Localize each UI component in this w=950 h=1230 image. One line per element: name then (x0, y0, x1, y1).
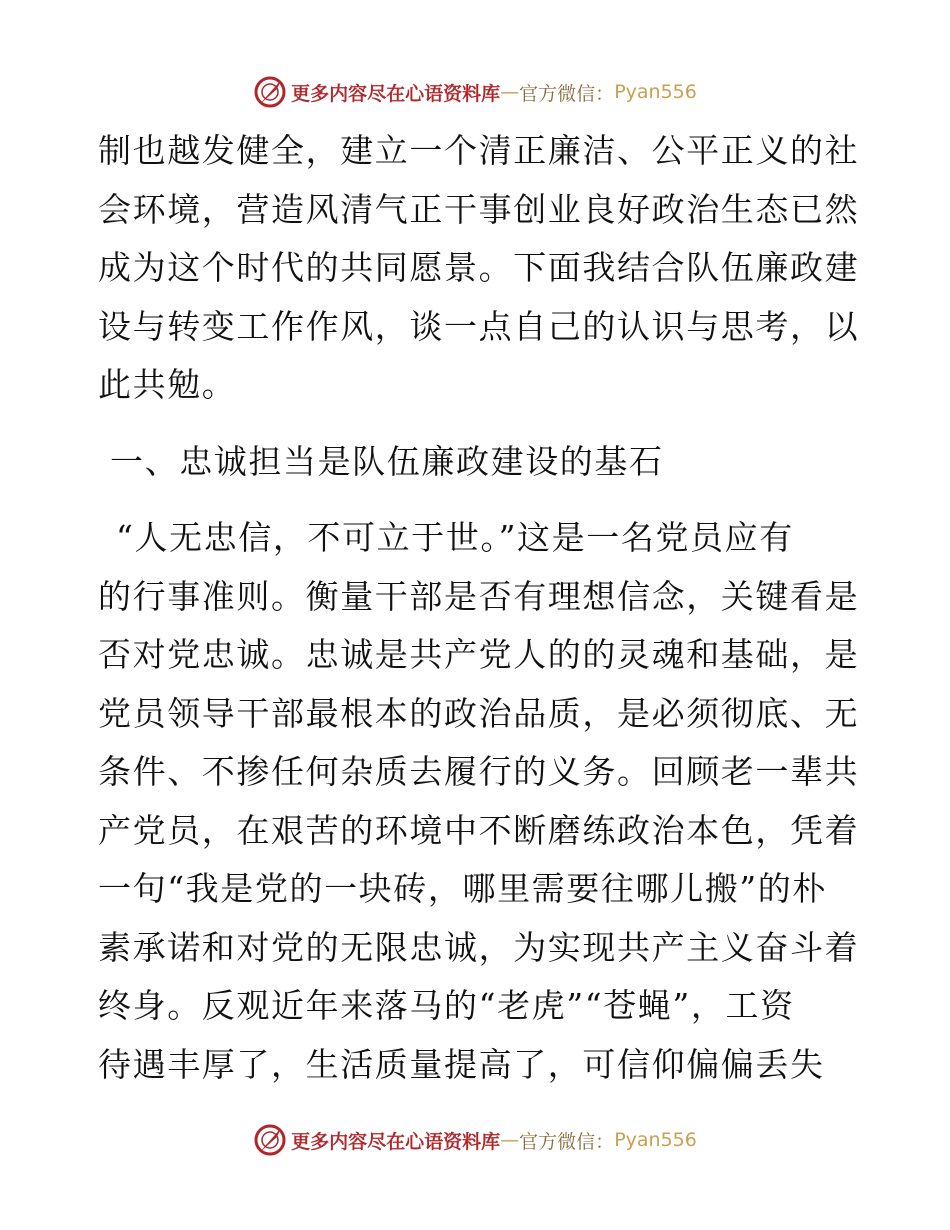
text-line: 成为这个时代的共同愿景。下面我结合队伍廉政建 (98, 248, 860, 287)
header-brand-text: 更多内容尽在心语资料库 (291, 82, 501, 105)
section-heading: 一、忠诚担当是队伍廉政建设的基石 (110, 441, 664, 481)
header-banner (0, 70, 950, 114)
quill-circle-logo-icon (253, 1123, 287, 1157)
text-line: 素承诺和对党的无限忠诚，为实现共产主义奋斗着 (98, 927, 860, 967)
header-dash: — (500, 81, 520, 103)
text-line: 制也越发健全，建立一个清正廉洁、公平正义的社 (98, 131, 860, 170)
text-line: 终身。反观近年来落马的“老虎”“苍蝇”，工资 (98, 986, 795, 1025)
text-line: 会环境，营造风清气正干事创业良好政治生态已然 (98, 189, 860, 229)
footer-dash: — (500, 1129, 520, 1151)
paragraph-1 (98, 122, 860, 415)
header-wechat-id: Pyan556 (614, 81, 697, 103)
text-line: 一句“我是党的一块砖，哪里需要往哪儿搬”的朴 (98, 869, 827, 908)
text-line: 此共勉。 (98, 365, 237, 404)
text-line: 的行事准则。衡量干部是否有理想信念，关键看是 (98, 576, 860, 616)
footer-brand-text: 更多内容尽在心语资料库 (291, 1130, 501, 1153)
footer-banner (0, 1118, 950, 1162)
document-body (98, 122, 860, 1094)
paragraph-2 (98, 509, 860, 1094)
text-line: 否对党忠诚。忠诚是共产党人的的灵魂和基础，是 (98, 635, 860, 674)
footer-wechat-id: Pyan556 (614, 1129, 697, 1151)
footer-wechat-label: 官方微信： (519, 1130, 615, 1153)
text-line: 待遇丰厚了，生活质量提高了，可信仰偏偏丢失 (98, 1044, 825, 1084)
header-wechat-label: 官方微信： (519, 82, 615, 105)
text-line: 设与转变工作作风，谈一点自己的认识与思考，以 (98, 306, 860, 346)
quill-circle-logo-icon (253, 75, 287, 109)
text-line: 产党员，在艰苦的环境中不断磨练政治本色，凭着 (98, 810, 860, 850)
text-line: “人无忠信，不可立于世。”这是一名党员应有 (116, 518, 794, 557)
text-line: 党员领导干部最根本的政治品质，是必须彻底、无 (98, 693, 860, 733)
text-line: 条件、不掺任何杂质去履行的义务。回顾老一辈共 (98, 752, 860, 791)
